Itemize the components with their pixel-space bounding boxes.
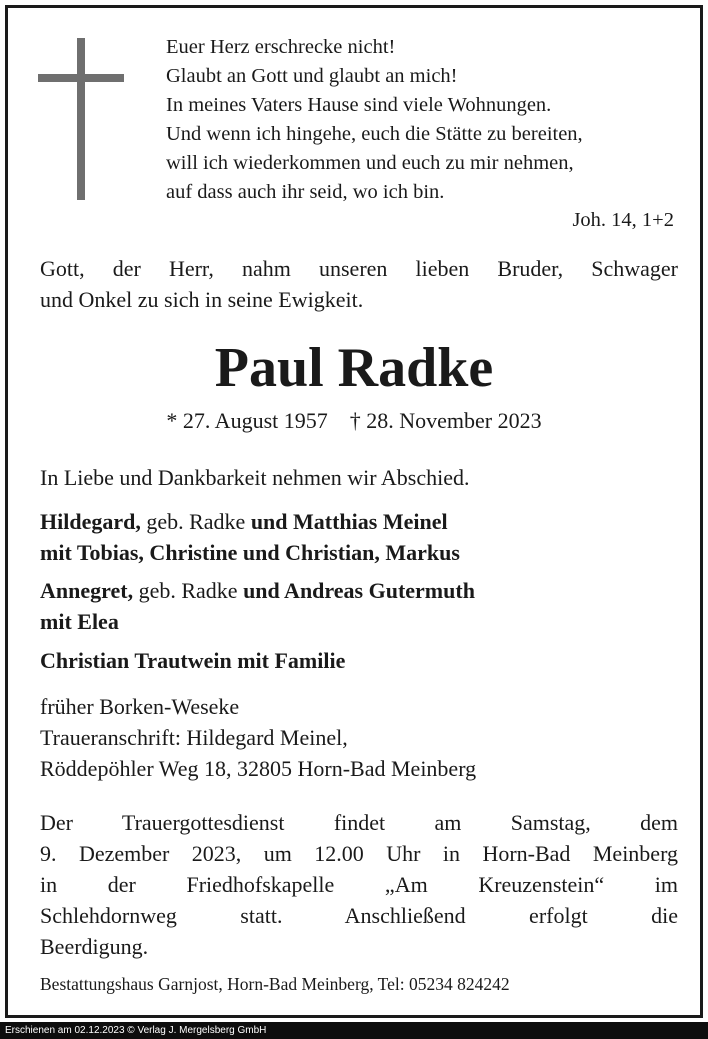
intro-line: Gott, der Herr, nahm unseren lieben Bruder, Schwager: [40, 256, 678, 281]
mourner-partner: und Matthias Meinel: [250, 509, 448, 534]
verse-line: Glaubt an Gott und glaubt an mich!: [166, 65, 458, 87]
mourner-group-annegret: [40, 575, 475, 637]
address-block: [40, 691, 476, 784]
service-info: [40, 807, 678, 962]
mourner-group-hildegard: [40, 506, 460, 568]
service-line: Schlehdornweg statt. Anschließend erfolgt die: [40, 903, 678, 928]
verse-line: auf dass auch ihr seid, wo ich bin.: [166, 181, 445, 203]
mourner-name: Annegret,: [40, 578, 134, 603]
verse-line: Euer Herz erschrecke nicht!: [166, 36, 396, 58]
verse-line: Und wenn ich hingehe, euch die Stätte zu bereiten,: [166, 123, 583, 145]
undertaker-contact: Bestattungshaus Garnjost, Horn-Bad Meinberg, Tel: 05234 824242: [40, 974, 510, 994]
birth-date: * 27. August 1957: [166, 408, 328, 433]
service-line: in der Friedhofskapelle „Am Kreuzenstein“ im: [40, 872, 678, 897]
mourner-partner: und Andreas Gutermuth: [243, 578, 475, 603]
verse-line: In meines Vaters Hause sind viele Wohnungen.: [166, 94, 552, 116]
verse-line: will ich wiederkommen und euch zu mir nehmen,: [166, 152, 574, 174]
mourner-name: Christian Trautwein mit Familie: [40, 648, 346, 673]
death-date: † 28. November 2023: [349, 408, 542, 433]
farewell-text: In Liebe und Dankbarkeit nehmen wir Abschied.: [40, 465, 470, 490]
publication-footer: Erschienen am 02.12.2023 © Verlag J. Mergelsberg GmbH: [0, 1022, 708, 1039]
mourner-children: mit Tobias, Christine und Christian, Markus: [40, 540, 460, 565]
intro-line: und Onkel zu sich in seine Ewigkeit.: [40, 287, 364, 312]
intro-text: [40, 253, 678, 315]
maiden-name: geb. Radke: [140, 509, 251, 534]
verse-reference: Joh. 14, 1+2: [572, 209, 674, 231]
address-line: Traueranschrift: Hildegard Meinel,: [40, 725, 348, 750]
deceased-name: Paul Radke: [214, 337, 494, 399]
address-line: Röddepöhler Weg 18, 32805 Horn-Bad Meinberg: [40, 756, 477, 781]
life-dates: [0, 406, 708, 436]
maiden-name: geb. Radke: [133, 578, 244, 603]
cross-icon: [38, 38, 124, 200]
mourner-group-christian: [40, 645, 345, 676]
service-line: Beerdigung.: [40, 934, 149, 959]
service-line: 9. Dezember 2023, um 12.00 Uhr in Horn-Bad Meinberg: [40, 841, 678, 866]
mourner-name: Hildegard,: [40, 509, 141, 534]
bible-verse: [166, 33, 583, 207]
service-line: Der Trauergottesdienst findet am Samstag, dem: [40, 810, 678, 835]
mourner-children: mit Elea: [40, 609, 119, 634]
address-line: früher Borken-Weseke: [40, 694, 240, 719]
